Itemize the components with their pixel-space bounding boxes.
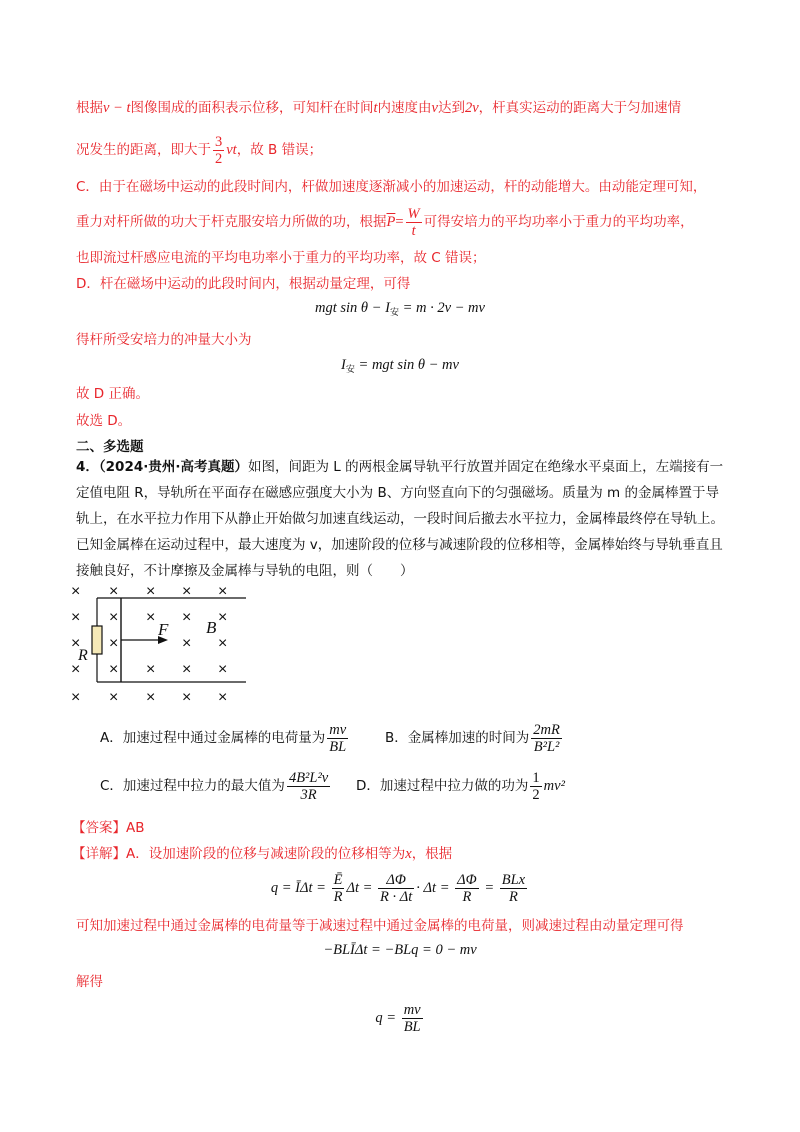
text: ，杆真实运动的距离大于匀加速情 <box>478 100 682 116</box>
cross-mark: × <box>109 609 119 626</box>
question-4 <box>76 454 726 584</box>
fraction <box>402 1002 423 1035</box>
eq-part: I <box>341 357 346 373</box>
cross-mark: × <box>71 689 81 706</box>
equation-impulse <box>0 357 800 375</box>
equation-result <box>0 998 800 1038</box>
cross-mark: × <box>218 689 228 706</box>
cross-mark: × <box>182 635 192 652</box>
label-B: B <box>206 618 217 637</box>
equation-momentum-2 <box>0 942 800 959</box>
text: C．由于在磁场中运动的此段时间内，杆做加速度逐渐减小的加速运动，杆的动能增大。由动能定理可知， <box>76 179 707 195</box>
solution-c-line-3 <box>76 248 486 268</box>
fraction <box>332 872 345 905</box>
solution-c-line-2 <box>76 204 694 240</box>
text: 也即流过杆感应电流的平均电功率小于重力的平均功率，故 C 错误； <box>76 250 486 266</box>
detail-line-1 <box>72 844 452 864</box>
cross-mark: × <box>218 635 228 652</box>
frac-num: 2mR <box>533 721 560 738</box>
solution-d-line-1 <box>76 274 410 294</box>
option-A[interactable] <box>100 718 350 758</box>
frac-den: t <box>411 222 416 239</box>
cross-mark: × <box>71 661 81 678</box>
section-title-text: 二、多选题 <box>76 439 144 455</box>
text: 可知加速过程中通过金属棒的电荷量等于减速过程中通过金属棒的电荷量，则减速过程由动量定理可得 <box>76 918 684 934</box>
frac-num: Ē <box>333 872 343 889</box>
cross-mark: × <box>146 689 156 706</box>
solution-d-line-3 <box>76 384 149 404</box>
frac-den: BL <box>403 1019 421 1036</box>
cross-mark: × <box>109 635 119 652</box>
option-D[interactable] <box>356 766 565 806</box>
detail-line-3 <box>76 972 103 992</box>
fraction <box>327 722 348 755</box>
text: D．杆在磁场中运动的此段时间内，根据动量定理，可得 <box>76 276 411 292</box>
frac-num: mv <box>329 721 347 738</box>
frac-den: R <box>462 889 472 906</box>
cross-mark: × <box>146 609 156 626</box>
fraction <box>530 770 541 803</box>
cross-mark: × <box>146 583 156 600</box>
question-number: 4． <box>76 459 99 475</box>
equation-charge <box>0 868 800 908</box>
question-text: 如图，间距为 L 的两根金属导轨平行放置并固定在绝缘水平桌面上，左端接有一定值电阻 R，导轨所在平面存在磁感应强度大小为 B、方向竖直向下的匀强磁场。质量为 m 的金属棒置于导轨上，在水平拉力作用下从静止开始做匀加速直线运动，一段时间后撤去水平拉力，金属棒最终停在导轨上。已知金属棒在运动过程中，最大速度为 v，加速阶段的位移与减速阶段的位移相等，金属棒始终与导轨垂直且接触良好，不计摩擦及金属棒与导轨的电阻，则（ ） <box>76 459 724 579</box>
frac-den: R · Δt <box>380 889 413 906</box>
text: 根据 <box>76 100 103 116</box>
eq-part: Δt = <box>346 880 377 896</box>
cross-mark: × <box>109 661 119 678</box>
eq-part: mgt sin θ − I <box>315 300 390 316</box>
fraction <box>287 770 330 803</box>
math-eq: = <box>395 214 404 230</box>
answer-line <box>72 818 145 838</box>
eq-part: = mgt sin θ − mv <box>354 357 459 373</box>
frac-den: 2 <box>532 786 540 803</box>
cross-mark: × <box>146 661 156 678</box>
text: 故 D 正确。 <box>76 386 149 402</box>
text: 图像围成的面积表示位移，可知杆在时间 <box>130 100 374 116</box>
resistor <box>92 626 102 654</box>
solution-line-2 <box>76 132 322 168</box>
math-vt: vt <box>226 142 237 158</box>
equation-momentum <box>0 300 800 318</box>
cross-mark: × <box>109 583 119 600</box>
cross-mark: × <box>182 609 192 626</box>
frac-num: mv <box>403 1002 421 1019</box>
frac-den: 2 <box>215 150 223 167</box>
option-C[interactable] <box>100 766 332 806</box>
option-text: A．加速过程中通过金属棒的电荷量为 <box>100 730 326 746</box>
fraction <box>500 872 527 905</box>
solution-d-line-2 <box>76 330 252 350</box>
text: 可得安培力的平均功率小于重力的平均功率， <box>423 214 694 230</box>
cross-mark: × <box>71 635 81 652</box>
answer-value: AB <box>126 820 145 836</box>
option-text: C．加速过程中拉力的最大值为 <box>100 778 285 794</box>
frac-num: 1 <box>532 769 540 786</box>
answer-label: 【答案】 <box>72 820 126 836</box>
frac-den: R <box>508 889 518 906</box>
option-text: B．金属棒加速的时间为 <box>385 730 530 746</box>
math-t: t <box>373 100 378 116</box>
option-B[interactable] <box>385 718 564 758</box>
text: 得杆所受安培力的冲量大小为 <box>76 332 252 348</box>
fraction-W-t <box>406 206 422 239</box>
math-vt: v − t <box>103 100 131 116</box>
question-source: （2024·贵州·高考真题） <box>98 459 248 475</box>
math-x: x <box>405 846 412 862</box>
cross-mark: × <box>218 583 228 600</box>
eq-part: q = ĪΔt = <box>270 880 330 896</box>
frac-num: ΔΦ <box>457 872 477 889</box>
fraction <box>378 872 414 905</box>
cross-mark: × <box>182 583 192 600</box>
fraction-3-2 <box>213 134 224 167</box>
text: 达到 <box>437 100 465 116</box>
text: A．设加速阶段的位移与减速阶段的位移相等为 <box>126 846 406 862</box>
eq-part: = <box>480 880 498 896</box>
option-tail: mv² <box>543 778 565 794</box>
detail-line-2 <box>76 916 684 936</box>
cross-mark: × <box>182 661 192 678</box>
solution-line-1 <box>76 98 681 118</box>
circuit-figure <box>66 578 256 708</box>
frac-num: BLx <box>501 872 526 889</box>
text: 况发生的距离，即大于 <box>76 142 211 158</box>
math-P: $\overline{P}$ <box>386 214 396 230</box>
eq-part: = m · 2v − mv <box>398 300 485 316</box>
cross-mark: × <box>71 609 81 626</box>
text: ，故 B 错误； <box>236 142 323 158</box>
fraction <box>531 722 562 755</box>
eq-sub: 安 <box>345 364 355 374</box>
text: ，根据 <box>411 846 453 862</box>
label-R: R <box>78 647 88 664</box>
frac-num: W <box>407 205 420 222</box>
frac-den: R <box>333 889 343 906</box>
eq-part: q = <box>375 1010 400 1026</box>
math-v: v <box>431 100 438 116</box>
cross-mark: × <box>71 583 81 600</box>
cross-mark: × <box>218 661 228 678</box>
text: 故选 D。 <box>76 413 132 429</box>
detail-label: 【详解】 <box>72 846 126 862</box>
frac-num: ΔΦ <box>378 872 414 889</box>
eq-part: −BLĪΔt = −BLq = 0 − mv <box>323 942 477 958</box>
cross-mark: × <box>109 689 119 706</box>
text: 解得 <box>76 974 103 990</box>
eq-part: · Δt = <box>416 880 454 896</box>
cross-mark: × <box>218 609 228 626</box>
math-2v: 2v <box>464 100 479 116</box>
solution-c-line-1 <box>76 177 706 197</box>
frac-num: 3 <box>215 133 223 150</box>
label-F: F <box>158 620 169 639</box>
fraction <box>455 872 479 905</box>
text: 内速度由 <box>377 100 432 116</box>
eq-sub: 安 <box>389 307 399 317</box>
frac-num: 4B²L²v <box>288 769 329 786</box>
frac-den: 3R <box>300 786 317 803</box>
solution-d-line-4 <box>76 411 131 431</box>
frac-den: B²L² <box>533 738 560 755</box>
text: 重力对杆所做的功大于杆克服安培力所做的功，根据 <box>76 214 387 230</box>
cross-mark: × <box>182 689 192 706</box>
frac-den: BL <box>329 738 347 755</box>
option-text: D．加速过程中拉力做的功为 <box>356 778 529 794</box>
